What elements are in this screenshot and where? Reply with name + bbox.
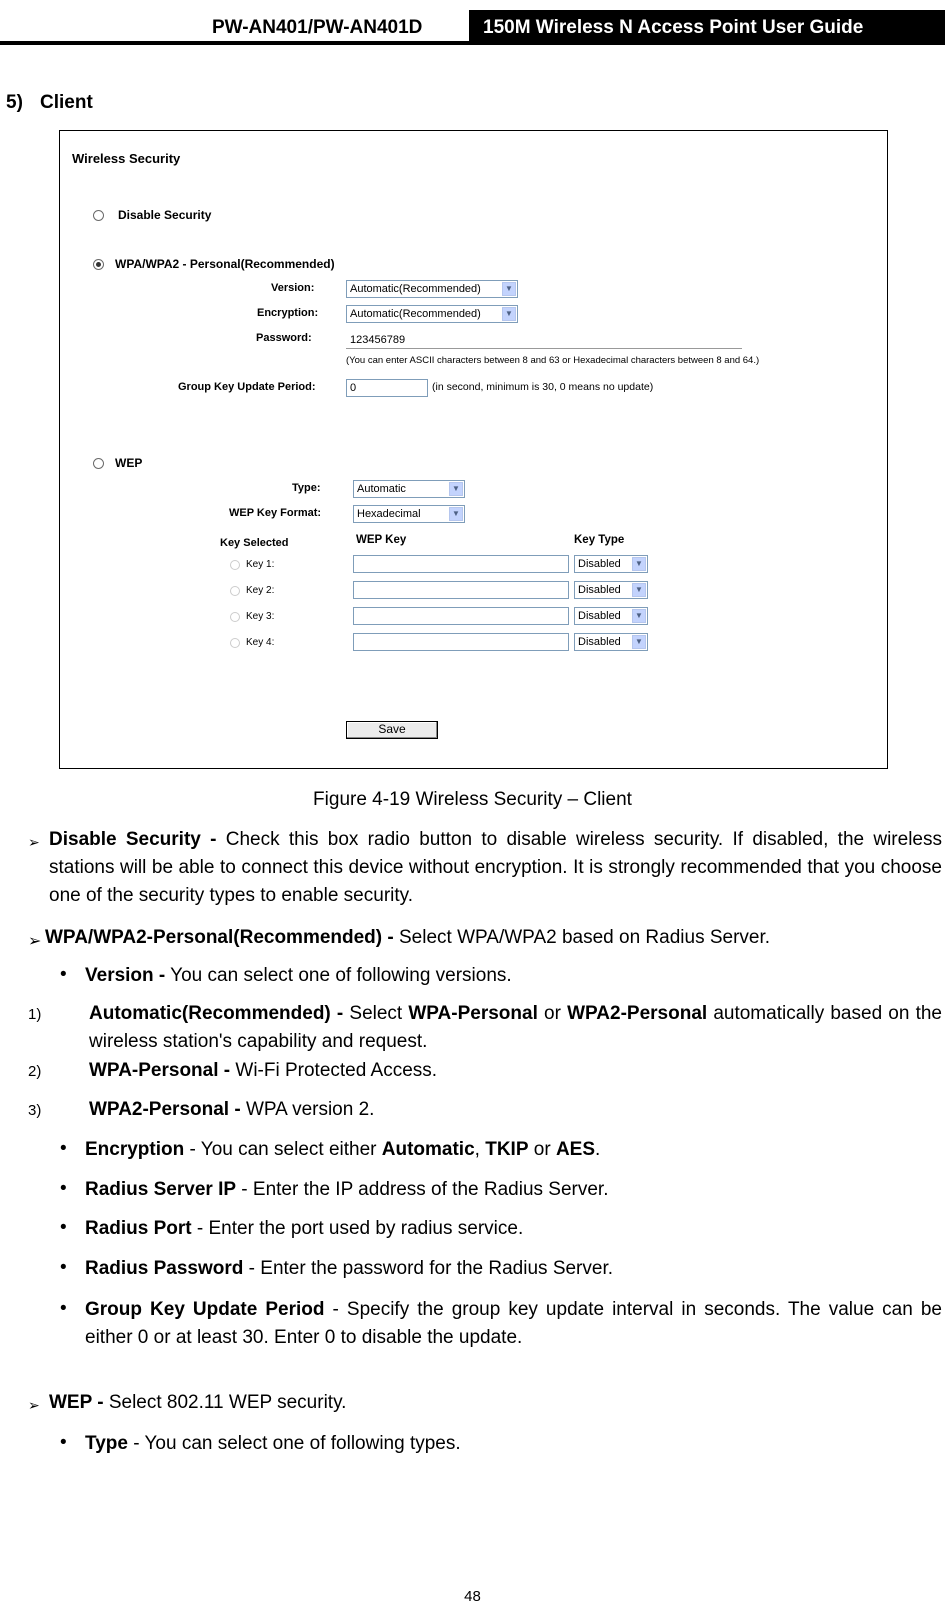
wpa-personal-label: WPA/WPA2 - Personal(Recommended) — [115, 257, 335, 271]
radius-server-ip-text: - Enter the IP address of the Radius Server. — [236, 1179, 609, 1200]
bullet-icon: • — [60, 1257, 67, 1278]
page-header — [0, 0, 945, 46]
tkip-term: TKIP — [485, 1139, 529, 1160]
group-key-update-label: Group Key Update Period: — [178, 381, 316, 393]
list-number: 1) — [28, 1006, 42, 1023]
bullet-icon: • — [60, 964, 67, 985]
arrow-bullet-icon: ➢ — [28, 1397, 40, 1413]
chevron-down-icon: ▼ — [632, 557, 646, 571]
key-1-radio[interactable] — [230, 560, 240, 570]
wpa2-personal-term: WPA2-Personal - — [89, 1099, 241, 1120]
key-2-radio[interactable] — [230, 586, 240, 596]
version-value: Automatic(Recommended) — [350, 283, 481, 295]
wep-label: WEP — [115, 456, 143, 470]
radius-server-ip-term: Radius Server IP — [85, 1179, 237, 1200]
bullet-icon: • — [60, 1217, 67, 1238]
chevron-down-icon: ▼ — [449, 507, 463, 521]
chevron-down-icon: ▼ — [502, 282, 516, 296]
aes-term: AES — [555, 1139, 596, 1160]
type-label: Type: — [292, 482, 321, 494]
key-3-radio[interactable] — [230, 612, 240, 622]
group-key-update-value: 0 — [350, 382, 357, 394]
type-value: Automatic — [357, 483, 406, 495]
header-guide-title: 150M Wireless N Access Point User Guide — [483, 17, 864, 38]
wpa-personal-term: WPA-Personal — [408, 1003, 538, 1024]
automatic-text: Select — [343, 1003, 409, 1024]
wpa-personal-radio[interactable] — [93, 259, 104, 270]
group-key-update-term: Group Key Update Period — [85, 1299, 325, 1320]
key-2-type-value: Disabled — [578, 584, 621, 596]
section-title: Client — [40, 92, 93, 113]
password-label: Password: — [256, 332, 312, 344]
key-1-input[interactable] — [353, 555, 569, 573]
wpa2-personal-term: WPA2-Personal — [567, 1003, 708, 1024]
key-3-label: Key 3: — [246, 611, 275, 622]
wep-key-header: WEP Key — [356, 534, 407, 546]
arrow-bullet-icon: ➢ — [28, 834, 40, 850]
wpa-term: WPA/WPA2-Personal(Recommended) - — [45, 927, 394, 948]
chevron-down-icon: ▼ — [632, 635, 646, 649]
password-underline — [346, 348, 742, 349]
encryption-text: or — [528, 1139, 556, 1160]
type-item — [85, 1430, 461, 1458]
key-2-input[interactable] — [353, 581, 569, 599]
radius-password-item — [85, 1255, 613, 1283]
encryption-value: Automatic(Recommended) — [350, 308, 481, 320]
wpa-personal-text: Wi-Fi Protected Access. — [230, 1060, 438, 1081]
wpa-personal-term: WPA-Personal - — [89, 1060, 231, 1081]
encryption-select[interactable] — [346, 305, 518, 323]
wep-key-format-label: WEP Key Format: — [229, 507, 322, 519]
chevron-down-icon: ▼ — [502, 307, 516, 321]
disable-security-text: Check this box radio button to disable wireless security. If disabled, the wireless stations will be able to connect this device without encryption. It is strongly recommended that you choose one of the security types to enable security. — [49, 829, 942, 906]
version-select[interactable] — [346, 280, 518, 298]
version-label: Version: — [271, 282, 315, 294]
key-4-radio[interactable] — [230, 638, 240, 648]
wpa-text: Select WPA/WPA2 based on Radius Server. — [393, 927, 771, 948]
list-number: 2) — [28, 1063, 42, 1080]
header-model: PW-AN401/PW-AN401D — [212, 17, 423, 38]
encryption-text: . — [595, 1139, 601, 1160]
radius-port-text: - Enter the port used by radius service. — [191, 1218, 524, 1239]
bullet-icon: • — [60, 1138, 67, 1159]
wep-term: WEP - — [49, 1392, 104, 1413]
key-4-type-select[interactable] — [574, 633, 648, 651]
key-selected-header: Key Selected — [220, 537, 289, 549]
section-heading — [6, 92, 93, 114]
wep-text: Select 802.11 WEP security. — [103, 1392, 347, 1413]
key-3-input[interactable] — [353, 607, 569, 625]
chevron-down-icon: ▼ — [632, 583, 646, 597]
key-2-type-select[interactable] — [574, 581, 648, 599]
group-key-update-text: - Specify the group key update interval in seconds. The value can be either 0 or at least 30. Enter 0 to disable the update. — [85, 1299, 942, 1348]
key-4-type-value: Disabled — [578, 636, 621, 648]
key-3-type-select[interactable] — [574, 607, 648, 625]
save-button[interactable]: Save — [346, 721, 438, 739]
radius-port-term: Radius Port — [85, 1218, 192, 1239]
key-1-label: Key 1: — [246, 559, 275, 570]
bullet-icon: • — [60, 1432, 67, 1453]
figure-caption: Figure 4-19 Wireless Security – Client — [313, 789, 632, 810]
encryption-item — [85, 1136, 600, 1164]
header-rule — [0, 41, 945, 45]
automatic-text: automatically based on the wireless station's capability and request. — [89, 1003, 942, 1052]
encryption-term: Encryption — [85, 1139, 185, 1160]
group-key-update-input[interactable] — [346, 379, 428, 397]
encryption-label: Encryption: — [257, 307, 319, 319]
chevron-down-icon: ▼ — [632, 609, 646, 623]
radius-password-text: - Enter the password for the Radius Server. — [243, 1258, 614, 1279]
group-key-update-hint: (in second, minimum is 30, 0 means no update) — [432, 381, 654, 393]
radius-port-item — [85, 1215, 523, 1243]
type-select[interactable] — [353, 480, 465, 498]
radius-server-ip-item — [85, 1176, 609, 1204]
wep-key-format-value: Hexadecimal — [357, 508, 421, 520]
type-text: - You can select one of following types. — [127, 1433, 461, 1454]
section-number: 5) — [6, 92, 23, 113]
chevron-down-icon: ▼ — [449, 482, 463, 496]
wpa-personal-item — [89, 1057, 437, 1085]
key-1-type-select[interactable] — [574, 555, 648, 573]
encryption-text: - You can select either — [184, 1139, 382, 1160]
bullet-icon: • — [60, 1298, 67, 1319]
wep-radio[interactable] — [93, 458, 104, 469]
arrow-bullet-icon: ➢ — [28, 933, 42, 950]
version-text: You can select one of following versions. — [165, 965, 512, 986]
page-number: 48 — [464, 1588, 481, 1605]
password-input[interactable] — [346, 331, 466, 349]
version-term: Version - — [85, 965, 166, 986]
automatic-term: Automatic(Recommended) - — [89, 1003, 344, 1024]
disable-security-label: Disable Security — [118, 208, 212, 222]
key-type-header: Key Type — [574, 534, 625, 546]
key-4-input[interactable] — [353, 633, 569, 651]
wep-key-format-select[interactable] — [353, 505, 465, 523]
key-4-label: Key 4: — [246, 637, 275, 648]
password-hint: (You can enter ASCII characters between 8 and 63 or Hexadecimal characters between 8 and 64.) — [346, 355, 760, 366]
wireless-security-screenshot — [59, 130, 888, 769]
disable-security-paragraph — [49, 826, 942, 910]
version-item — [85, 962, 512, 990]
key-1-type-value: Disabled — [578, 558, 621, 570]
panel-title: Wireless Security — [72, 151, 181, 166]
key-2-label: Key 2: — [246, 585, 275, 596]
encryption-text: , — [474, 1139, 486, 1160]
automatic-term: Automatic — [381, 1139, 475, 1160]
password-value: 123456789 — [350, 334, 406, 346]
radius-password-term: Radius Password — [85, 1258, 244, 1279]
wpa2-personal-text: WPA version 2. — [240, 1099, 375, 1120]
list-number: 3) — [28, 1102, 42, 1119]
wpa2-personal-item — [89, 1096, 374, 1124]
disable-security-radio[interactable] — [93, 210, 104, 221]
automatic-text: or — [537, 1003, 568, 1024]
key-3-type-value: Disabled — [578, 610, 621, 622]
type-term: Type — [85, 1433, 128, 1454]
wep-paragraph — [49, 1389, 346, 1417]
bullet-icon: • — [60, 1178, 67, 1199]
wpa-paragraph — [45, 924, 942, 952]
disable-security-term: Disable Security - — [49, 829, 217, 850]
group-key-update-item — [85, 1296, 942, 1352]
automatic-item — [89, 1000, 942, 1056]
